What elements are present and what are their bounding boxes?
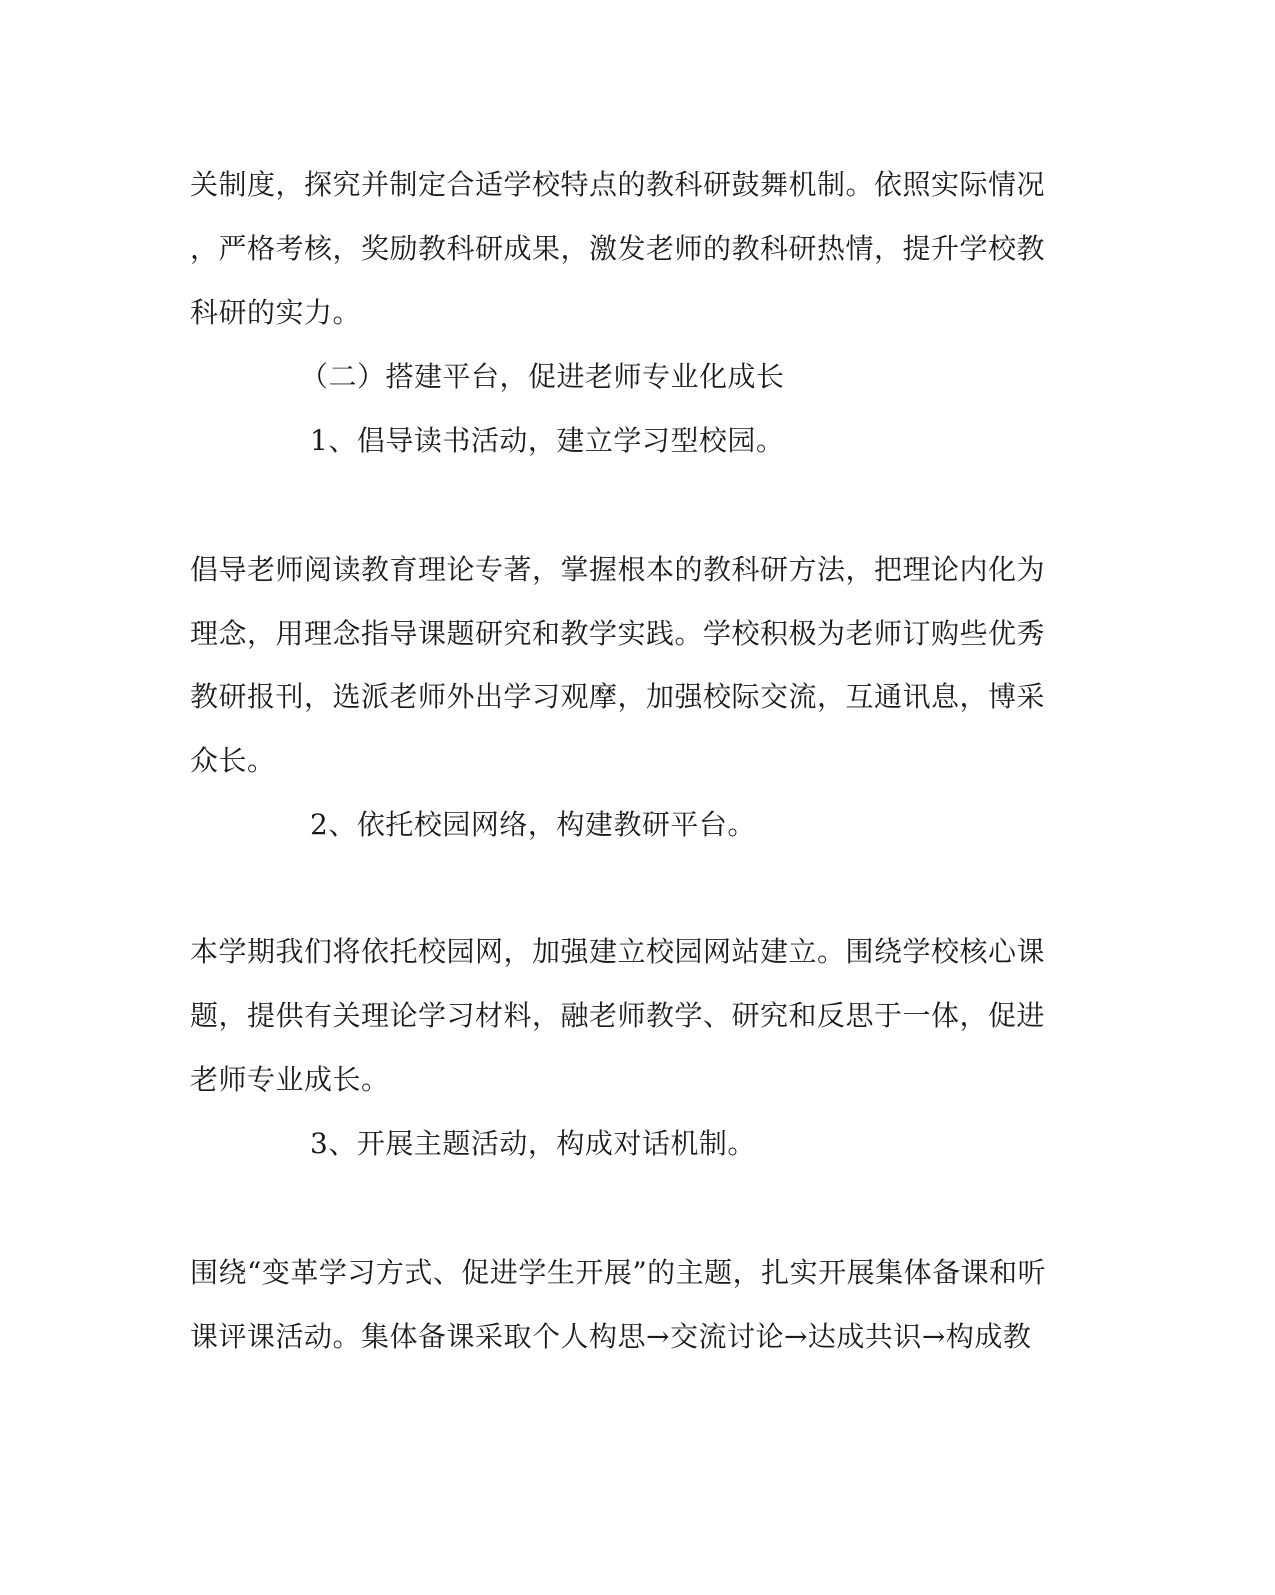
body-text-line: 众长。 [190,744,276,777]
body-text-line: 倡导老师阅读教育理论专著，掌握根本的教科研方法，把理论内化为 [190,553,1046,586]
body-text-line: 科研的实力。 [190,296,362,329]
body-text-line: 教研报刊，选派老师外出学习观摩，加强校际交流，互通讯息，博采 [190,680,1046,713]
body-text-line: 理念，用理念指导课题研究和教学实践。学校积极为老师订购些优秀 [190,617,1046,650]
body-text-line: 围绕“变革学习方式、促进学生开展”的主题，扎实开展集体备课和听 [190,1256,1047,1289]
subsection-heading: 1、倡导读书活动，建立学习型校园。 [310,424,785,457]
body-text-line: 本学期我们将依托校园网，加强建立校园网站建立。围绕学校核心课 [190,935,1046,968]
subsection-heading: 3、开展主题活动，构成对话机制。 [310,1127,756,1160]
body-text-line: 课评课活动。集体备课采取个人构思→交流讨论→达成共识→构成教 [190,1320,1032,1353]
subsection-heading: 2、依托校园网络，构建教研平台。 [310,808,756,841]
body-text-line: 关制度，探究并制定合适学校特点的教科研鼓舞机制。依照实际情况 [190,168,1046,201]
section-heading: （二）搭建平台，促进老师专业化成长 [300,360,785,393]
body-text-line: 题，提供有关理论学习材料，融老师教学、研究和反思于一体，促进 [190,999,1046,1032]
body-text-line: ，严格考核，奖励教科研成果，激发老师的教科研热情，提升学校教 [190,232,1046,265]
body-text-line: 老师专业成长。 [190,1063,390,1096]
